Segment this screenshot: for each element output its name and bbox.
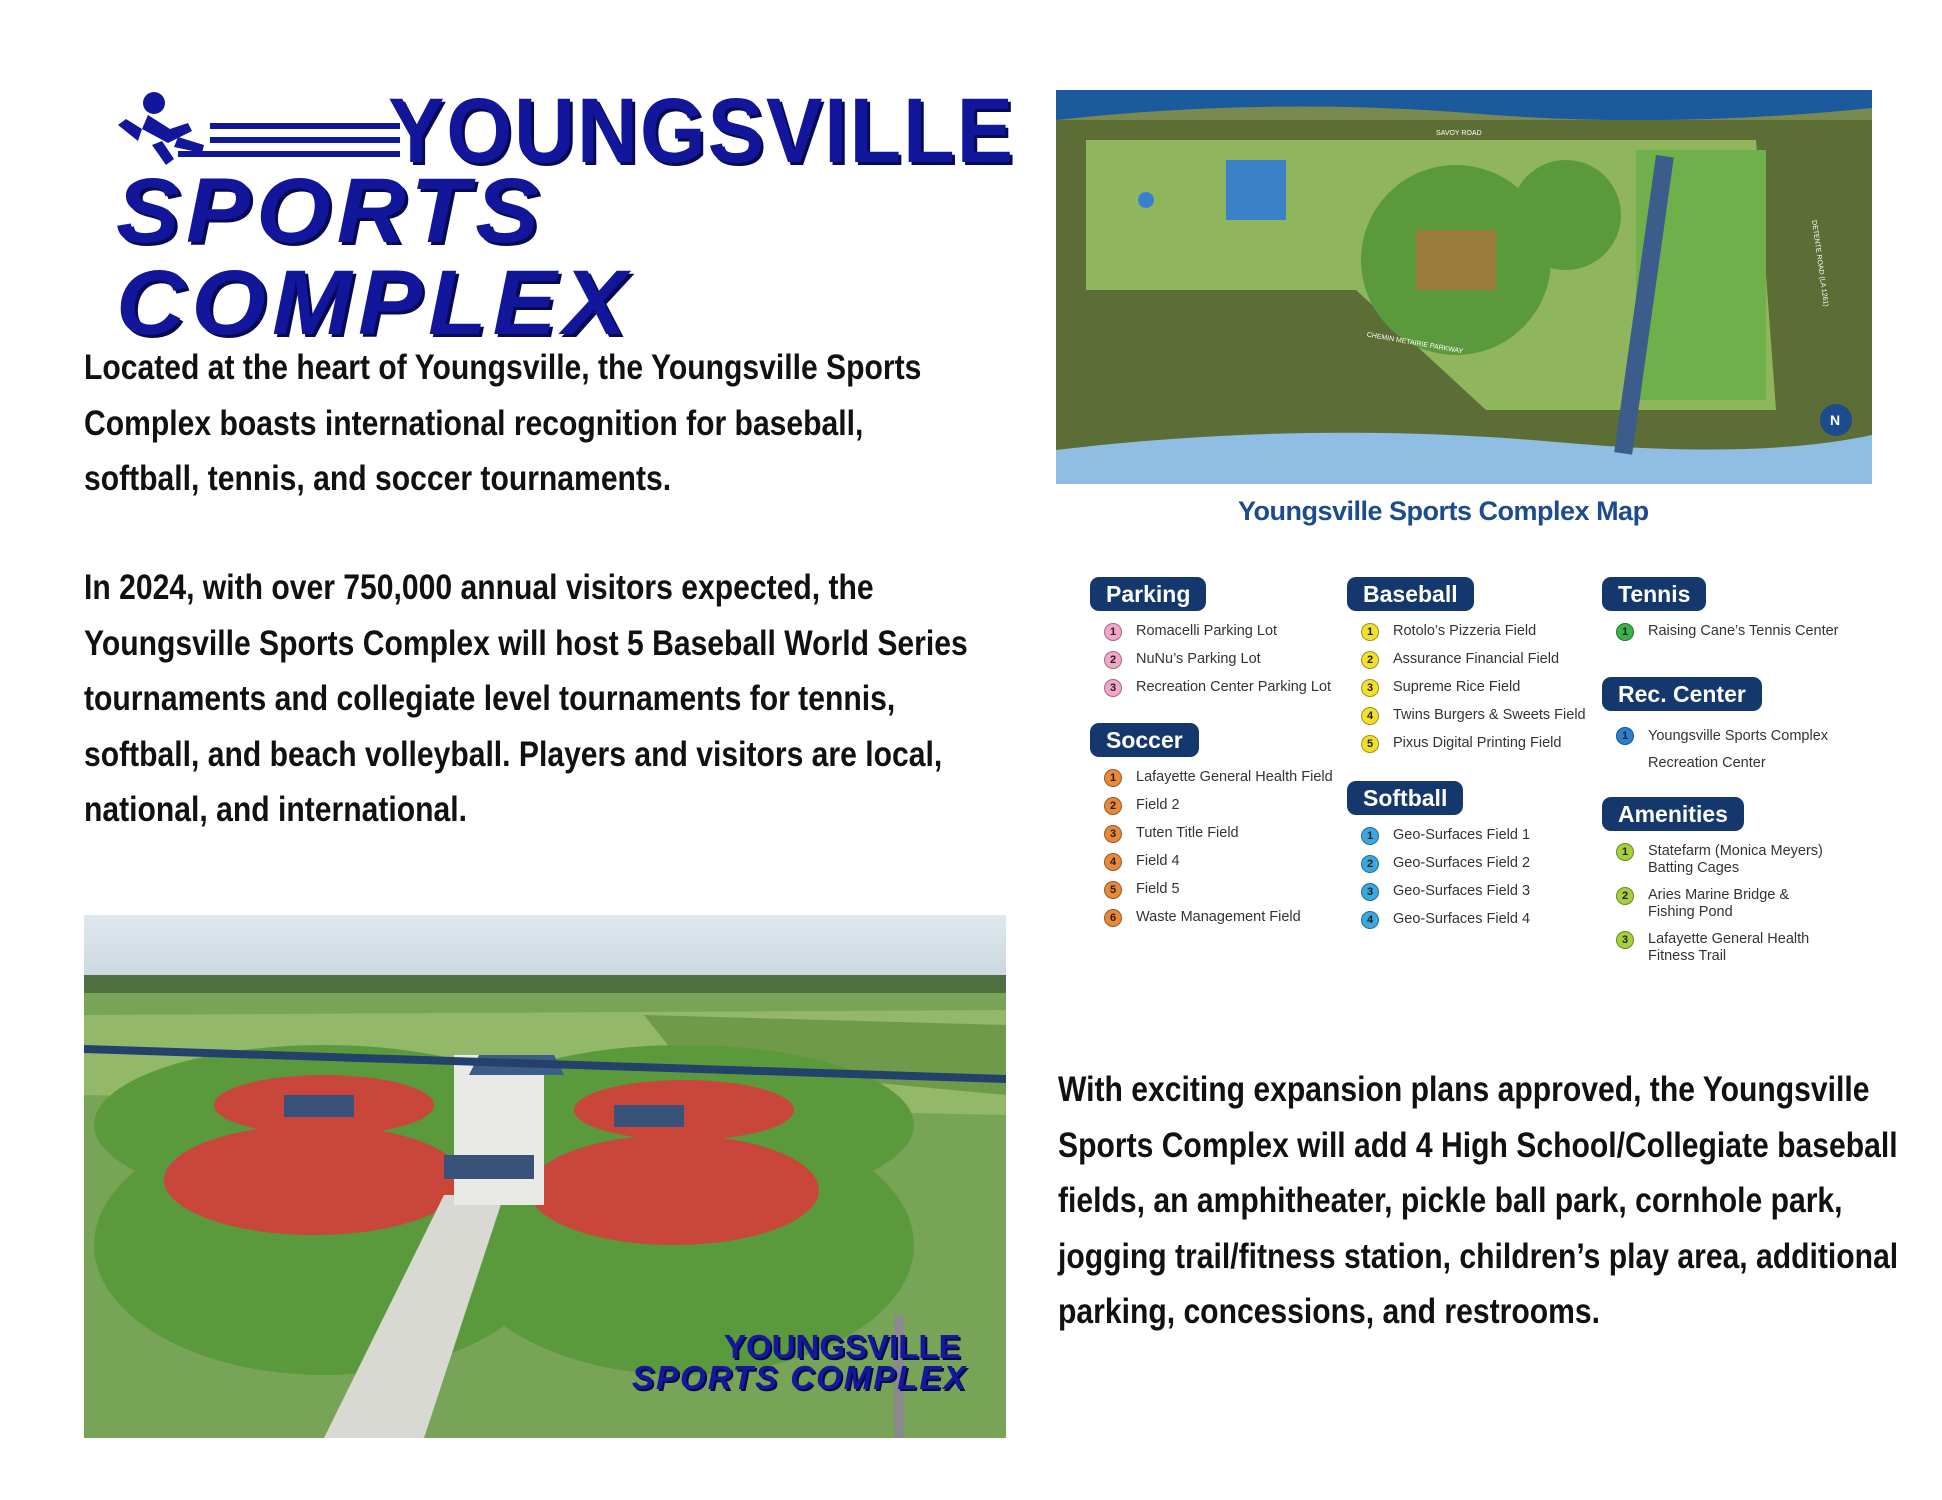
legend-number-icon: 1 (1616, 623, 1634, 641)
legend-item-label: Rotolo’s Pizzeria Field (1393, 623, 1537, 639)
legend-number-icon: 3 (1104, 679, 1122, 697)
visitors-paragraph: In 2024, with over 750,000 annual visitors expected, the Youngsville Sports Complex will host 5 Baseball World Series tournaments and collegiate level tournaments for tennis, softball, and beach volleyball. Players and visitors are local, national, and international. (84, 568, 968, 829)
legend-number-icon: 2 (1361, 651, 1379, 669)
intro-paragraph: Located at the heart of Youngsville, the Youngsville Sports Complex boasts international recognition for baseball, softball, tennis, and soccer tournaments. (84, 348, 922, 498)
legend-item-label: Lafayette General Health Field (1136, 769, 1333, 785)
legend-item (1347, 911, 1607, 929)
legend-category-softball: Softball (1347, 781, 1463, 815)
legend-number-icon: 1 (1616, 727, 1634, 745)
legend-item-label: Geo-Surfaces Field 2 (1393, 855, 1531, 871)
legend-category-parking: Parking (1090, 577, 1206, 611)
legend-item (1090, 651, 1350, 669)
legend-item (1347, 883, 1607, 901)
legend-item-label: Youngsville Sports Complex Recreation Center (1648, 728, 1829, 771)
legend-group-softball (1347, 781, 1607, 929)
legend-number-icon: 3 (1104, 825, 1122, 843)
legend-item (1347, 735, 1607, 753)
legend-item (1602, 887, 1852, 921)
site-map-image (1056, 90, 1872, 484)
legend-item (1090, 679, 1350, 697)
legend-item (1090, 769, 1350, 787)
legend-item (1090, 881, 1350, 899)
legend-category-amenities: Amenities (1602, 797, 1744, 831)
legend-item (1347, 651, 1607, 669)
legend-category-rec-center: Rec. Center (1602, 677, 1762, 711)
aerial-photo (84, 915, 1006, 1438)
compass-icon: N (1830, 412, 1841, 428)
legend-item (1090, 797, 1350, 815)
legend-column-2 (1347, 577, 1607, 949)
photo-watermark-line2: SPORTS COMPLEX (632, 1359, 968, 1396)
legend-number-icon: 3 (1361, 883, 1379, 901)
legend-item (1602, 623, 1852, 641)
legend-number-icon: 3 (1361, 679, 1379, 697)
legend-item (1347, 623, 1607, 641)
legend-number-icon: 5 (1104, 881, 1122, 899)
legend-item-label: Tuten Title Field (1136, 825, 1239, 841)
legend-group-parking (1090, 577, 1350, 697)
logo-title-line1: YOUNGSVILLE (388, 80, 1015, 182)
legend-item-label: Recreation Center Parking Lot (1136, 679, 1332, 695)
legend-number-icon: 2 (1361, 855, 1379, 873)
legend-item (1347, 679, 1607, 697)
expansion-paragraph: With exciting expansion plans approved, the Youngsville Sports Complex will add 4 High School/Collegiate baseball fields, an amphitheater, pickle ball park, cornhole park, jogging trail/fitness station, children’s play area, additional parking, concessions, and restrooms. (1058, 1070, 1899, 1331)
legend-number-icon: 1 (1104, 623, 1122, 641)
legend-category-tennis: Tennis (1602, 577, 1706, 611)
map-road-label-bottom: CHEMIN METAIRIE PARKWAY (1366, 331, 1464, 356)
legend-number-icon: 4 (1361, 707, 1379, 725)
legend-item-label: Geo-Surfaces Field 3 (1393, 883, 1531, 899)
legend-number-icon: 2 (1104, 797, 1122, 815)
logo (108, 80, 1015, 354)
legend-group-amenities (1602, 797, 1852, 965)
legend-category-baseball: Baseball (1347, 577, 1474, 611)
legend-column-1 (1090, 577, 1350, 947)
legend-item-label: Field 2 (1136, 797, 1180, 813)
legend-item-label: NuNu’s Parking Lot (1136, 651, 1261, 667)
photo-watermark-line1: YOUNGSVILLE (724, 1328, 961, 1365)
map-road-label-top: SAVOY ROAD (1436, 130, 1482, 137)
legend-number-icon: 1 (1616, 843, 1634, 861)
legend-group-soccer (1090, 723, 1350, 927)
legend-category-soccer: Soccer (1090, 723, 1199, 757)
legend-item (1347, 827, 1607, 845)
legend-number-icon: 6 (1104, 909, 1122, 927)
legend-item (1602, 931, 1852, 965)
legend-number-icon: 2 (1616, 887, 1634, 905)
logo-title-line2: SPORTS COMPLEX (116, 160, 633, 354)
legend-group-rec-center (1602, 677, 1852, 777)
legend-number-icon: 2 (1104, 651, 1122, 669)
legend-item-label: Pixus Digital Printing Field (1393, 735, 1562, 751)
legend-item (1090, 909, 1350, 927)
legend-item-label: Lafayette General Health Fitness Trail (1648, 931, 1810, 964)
legend-item-label: Field 4 (1136, 853, 1180, 869)
legend-number-icon: 1 (1361, 827, 1379, 845)
legend-item (1602, 843, 1852, 877)
legend-number-icon: 1 (1104, 769, 1122, 787)
legend-item (1090, 825, 1350, 843)
legend-item (1347, 855, 1607, 873)
legend-item-label: Field 5 (1136, 881, 1180, 897)
legend-number-icon: 4 (1361, 911, 1379, 929)
legend-group-baseball (1347, 577, 1607, 753)
legend-number-icon: 1 (1361, 623, 1379, 641)
legend-number-icon: 3 (1616, 931, 1634, 949)
legend-column-3 (1602, 577, 1852, 985)
legend-item-label: Raising Cane’s Tennis Center (1648, 623, 1839, 639)
legend-item-label: Aries Marine Bridge & Fishing Pond (1648, 887, 1790, 920)
legend-item-label: Geo-Surfaces Field 4 (1393, 911, 1531, 927)
legend-item-label: Romacelli Parking Lot (1136, 623, 1278, 639)
legend-item-label: Assurance Financial Field (1393, 651, 1560, 667)
map-road-label-right: DETENTE ROAD (LA 1261) (1810, 219, 1830, 308)
legend-number-icon: 5 (1361, 735, 1379, 753)
map-title: Youngsville Sports Complex Map (1238, 496, 1649, 526)
site-map-illustration (1056, 90, 1872, 484)
legend-number-icon: 4 (1104, 853, 1122, 871)
legend-item-label: Supreme Rice Field (1393, 679, 1521, 695)
legend-item (1090, 623, 1350, 641)
legend-item (1347, 707, 1607, 725)
legend-item (1090, 853, 1350, 871)
legend-group-tennis (1602, 577, 1852, 641)
legend-item-label: Twins Burgers & Sweets Field (1393, 707, 1586, 723)
legend-item-label: Statefarm (Monica Meyers) Batting Cages (1648, 843, 1823, 876)
legend-item (1602, 723, 1852, 777)
legend-item-label: Geo-Surfaces Field 1 (1393, 827, 1531, 843)
legend-item-label: Waste Management Field (1136, 909, 1301, 925)
